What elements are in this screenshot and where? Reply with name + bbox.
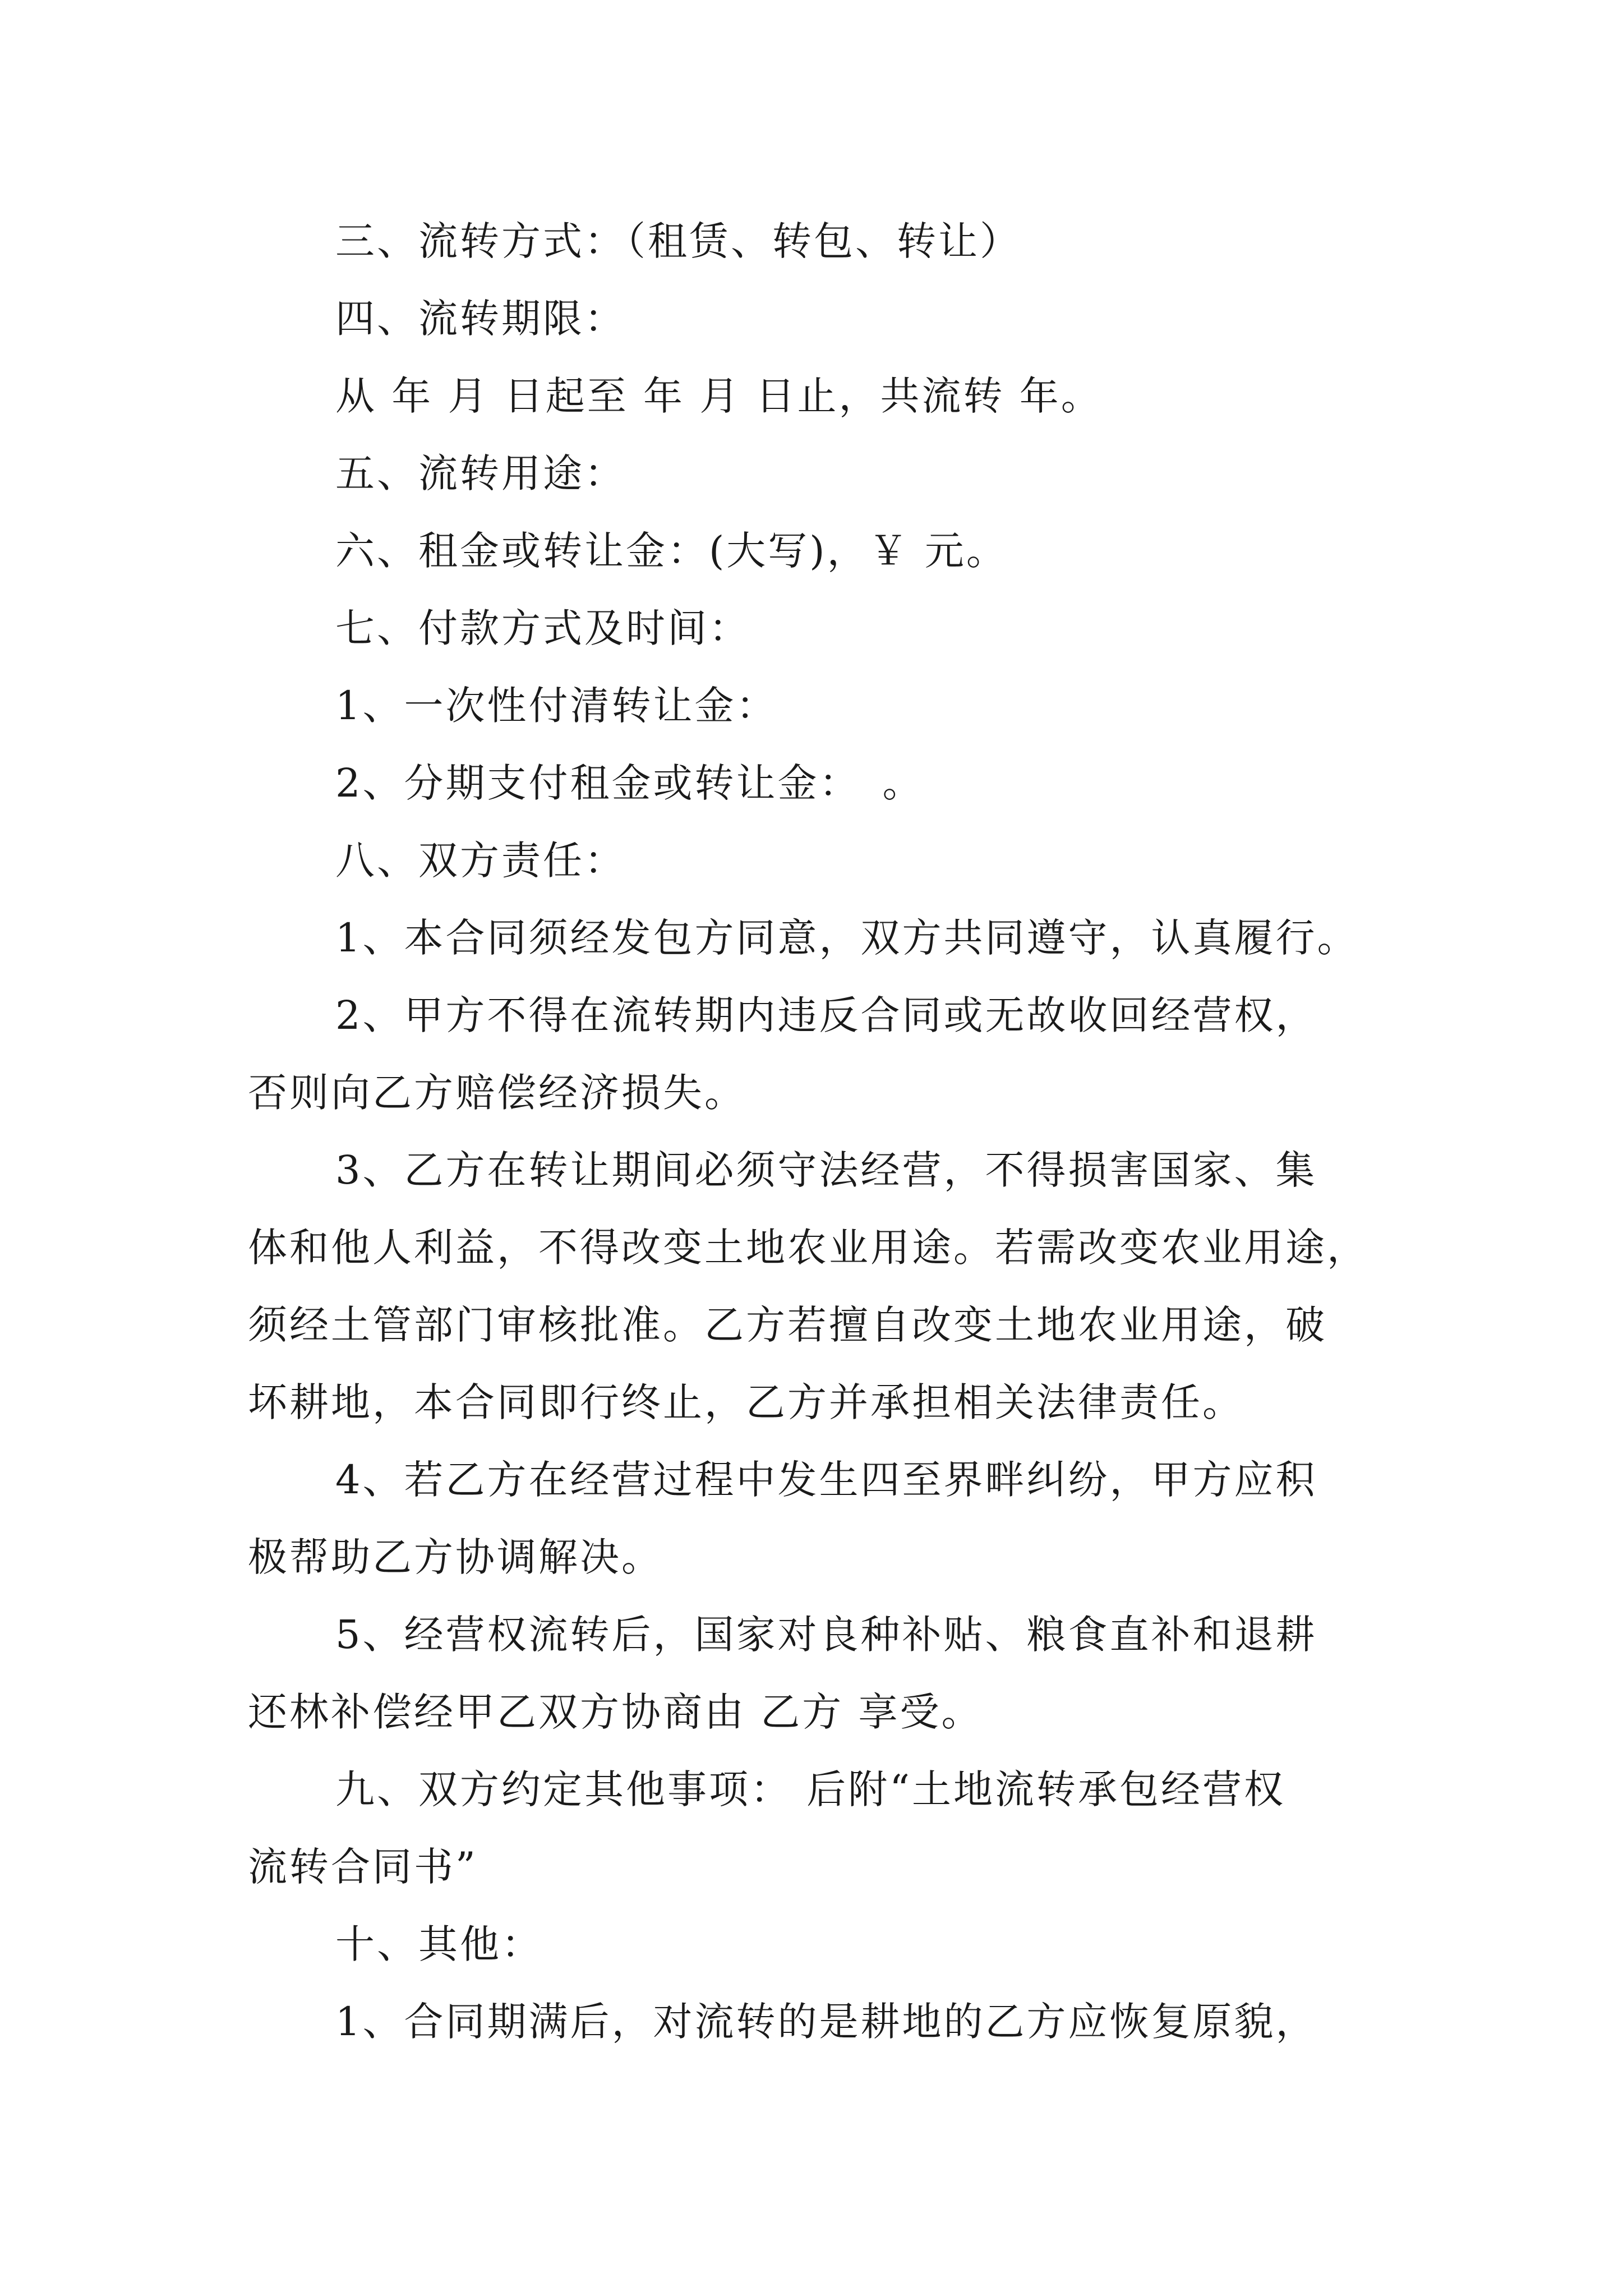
clause-9-other-matters-line-2: 流转合同书” [248, 1844, 478, 1890]
clause-4-transfer-term: 四、流转期限： [335, 296, 626, 342]
responsibility-4-line-1: 4、若乙方在经营过程中发生四至界畔纠纷，甲方应积 [335, 1457, 1317, 1503]
clause-3-transfer-method: 三、流转方式：（租赁、转包、转让） [335, 218, 1021, 264]
clause-10-other: 十、其他： [335, 1921, 543, 1967]
responsibility-3-line-4: 坏耕地，本合同即行终止，乙方并承担相关法律责任。 [248, 1379, 1244, 1425]
clause-5-transfer-use: 五、流转用途： [335, 450, 626, 496]
responsibility-5-line-2: 还林补偿经甲乙双方协商由 乙方 享受。 [248, 1689, 983, 1735]
clause-9-other-matters-line-1: 九、双方约定其他事项： 后附“土地流转承包经营权 [335, 1766, 1286, 1812]
responsibility-5-line-1: 5、经营权流转后，国家对良种补贴、粮食直补和退耕 [335, 1612, 1317, 1658]
payment-item-1: 1、一次性付清转让金： [335, 683, 778, 729]
responsibility-2-line-2: 否则向乙方赔偿经济损失。 [248, 1070, 746, 1116]
responsibility-1: 1、本合同须经发包方同意，双方共同遵守，认真履行。 [335, 915, 1359, 961]
responsibility-4-line-2: 极帮助乙方协调解决。 [248, 1534, 663, 1580]
payment-item-2: 2、分期支付租金或转让金： 。 [335, 760, 924, 806]
responsibility-3-line-1: 3、乙方在转让期间必须守法经营，不得损害国家、集 [335, 1147, 1317, 1193]
clause-6-rent-amount: 六、租金或转让金：(大写)，￥ 元。 [335, 528, 1008, 574]
responsibility-2-line-1: 2、甲方不得在流转期内违反合同或无故收回经营权， [335, 992, 1317, 1038]
clause-8-responsibilities: 八、双方责任： [335, 838, 626, 884]
term-dates: 从 年 月 日起至 年 月 日止，共流转 年。 [335, 373, 1103, 419]
clause-7-payment: 七、付款方式及时间： [335, 605, 750, 651]
other-item-1: 1、合同期满后，对流转的是耕地的乙方应恢复原貌， [335, 1999, 1317, 2045]
responsibility-3-line-2: 体和他人利益，不得改变土地农业用途。若需改变农业用途， [248, 1225, 1368, 1271]
responsibility-3-line-3: 须经土管部门审核批准。乙方若擅自改变土地农业用途，破 [248, 1302, 1327, 1348]
